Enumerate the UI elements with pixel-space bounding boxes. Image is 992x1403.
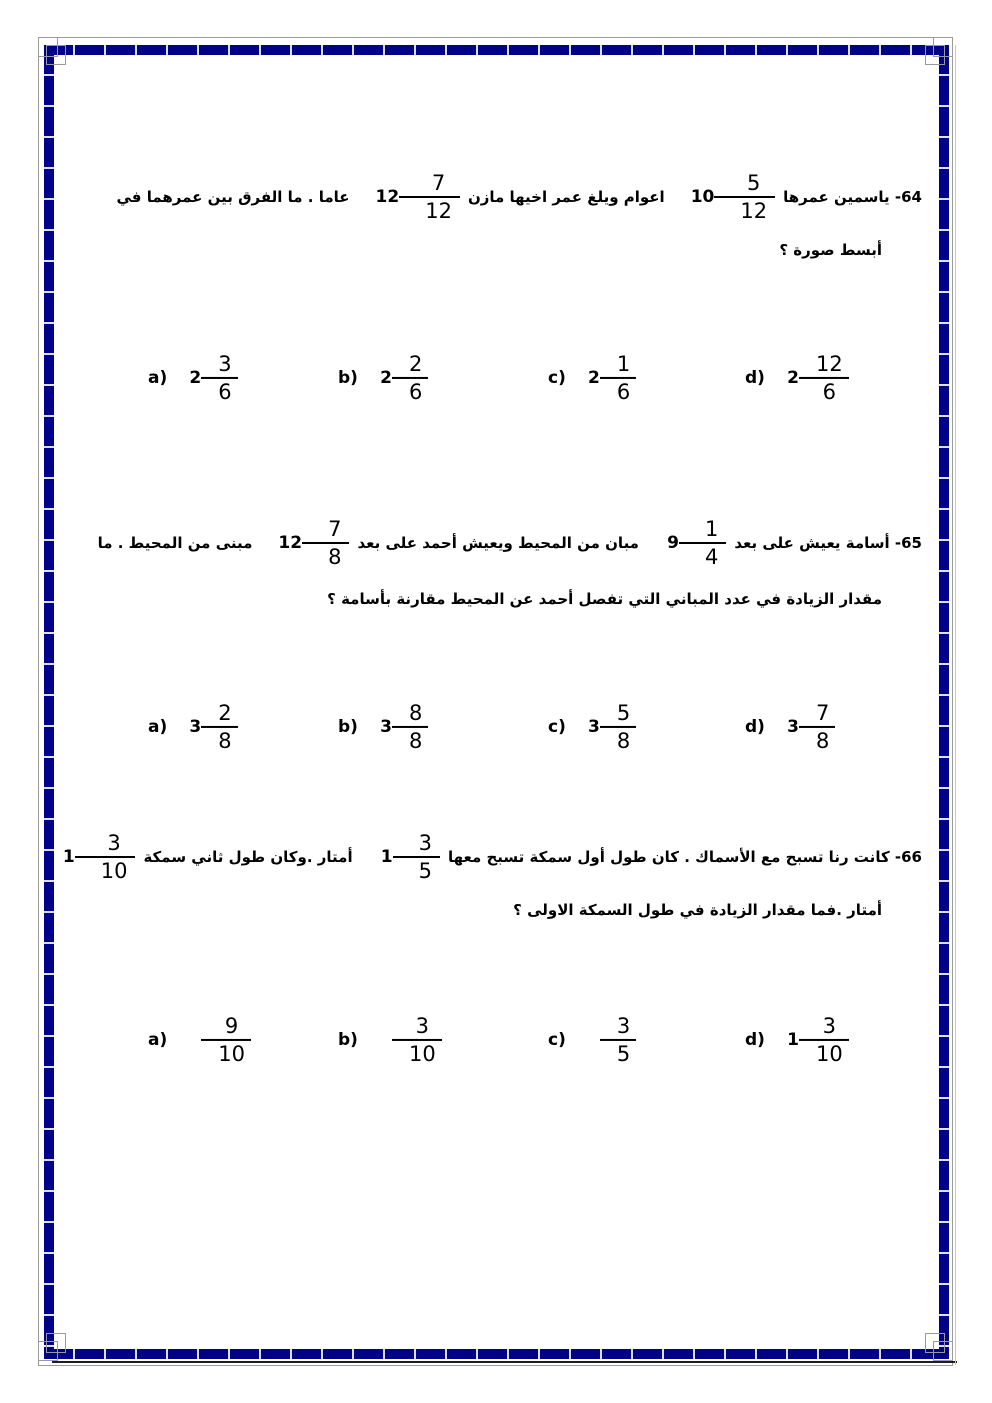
option-64-b — [338, 353, 428, 403]
question-65-mixed-number-2 — [278, 518, 349, 568]
option-whole: 3 — [588, 717, 600, 737]
question-64-text3: عاما . ما الفرق بين عمرهما في — [116, 188, 350, 206]
option-label: d) — [745, 368, 765, 388]
frame-band-top — [44, 45, 949, 55]
fraction — [201, 702, 237, 752]
fraction-denominator: 6 — [616, 380, 631, 404]
fraction-denominator: 8 — [218, 729, 232, 753]
fraction — [399, 172, 460, 222]
fraction-denominator: 6 — [408, 380, 423, 404]
option-65-a — [148, 702, 238, 752]
fraction — [392, 702, 428, 752]
fraction-numerator: 3 — [799, 1015, 849, 1041]
option-64-d — [745, 353, 849, 403]
question-64-line1 — [116, 164, 922, 230]
question-64-mixed-number-1 — [691, 172, 775, 222]
corner-ornament-top-left-inner — [46, 45, 66, 65]
mixed-whole: 12 — [375, 187, 400, 207]
question-65-text3: مبنى من المحيط . ما — [97, 534, 253, 552]
fraction-denominator: 5 — [616, 1042, 631, 1066]
question-66-text2: أمتار .وكان طول ثاني سمكة — [143, 848, 353, 866]
option-64-a — [148, 353, 238, 403]
fraction-numerator: 3 — [201, 353, 237, 379]
option-whole: 2 — [787, 368, 799, 388]
option-whole: 3 — [189, 717, 202, 737]
fraction-denominator: 8 — [408, 729, 423, 753]
question-65-line2: مقدار الزيادة في عدد المباني التي تفصل أحمد عن المحيط مقارنة بأسامة ؟ — [327, 590, 882, 608]
question-66-options — [0, 1007, 992, 1073]
question-65-text1: 65- أسامة يعيش على بعد — [734, 534, 922, 552]
option-whole: 2 — [588, 368, 600, 388]
fraction — [201, 1015, 251, 1065]
fraction-numerator: 12 — [799, 353, 849, 379]
fraction-denominator: 6 — [822, 380, 836, 404]
mixed-whole: 1 — [380, 847, 393, 867]
question-65-line1 — [98, 508, 922, 578]
option-whole: 3 — [787, 717, 799, 737]
option-whole: 3 — [380, 717, 392, 737]
fraction-numerator: 2 — [392, 353, 428, 379]
fraction-denominator: 10 — [815, 1042, 843, 1066]
fraction — [201, 353, 237, 403]
fraction-numerator: 3 — [75, 832, 136, 858]
question-65-text2: مبان من المحيط ويعيش أحمد على بعد — [357, 534, 639, 552]
fraction-numerator: 2 — [201, 702, 237, 728]
option-label: a) — [148, 368, 168, 388]
option-66-a — [148, 1015, 251, 1065]
fraction-denominator: 10 — [408, 1042, 436, 1066]
fraction-denominator: 10 — [100, 859, 128, 883]
fraction — [799, 353, 849, 403]
fraction — [75, 832, 136, 882]
corner-ornament-top-right-inner — [925, 45, 945, 65]
mixed-whole: 9 — [667, 533, 679, 553]
fraction-numerator: 7 — [399, 172, 460, 198]
fraction-numerator: 1 — [679, 518, 726, 544]
fraction — [799, 1015, 849, 1065]
fraction — [600, 702, 636, 752]
fraction-denominator: 12 — [740, 199, 768, 223]
option-label: a) — [148, 717, 168, 737]
option-66-d — [745, 1015, 849, 1065]
fraction-numerator: 3 — [392, 1015, 442, 1041]
fraction — [600, 1015, 636, 1065]
fraction-denominator: 8 — [616, 729, 631, 753]
fraction — [679, 518, 726, 568]
fraction — [392, 353, 428, 403]
option-label: d) — [745, 717, 765, 737]
option-label: d) — [745, 1030, 765, 1050]
option-label: b) — [338, 368, 358, 388]
fraction-numerator: 1 — [600, 353, 636, 379]
fraction-numerator: 3 — [393, 832, 440, 858]
fraction — [714, 172, 775, 222]
mixed-whole: 10 — [690, 187, 715, 207]
fraction — [302, 518, 349, 568]
question-66-mixed-number-1 — [379, 832, 440, 882]
question-64-text2: اعوام ويلغ عمر اخيها مازن — [467, 188, 665, 206]
question-66-line1 — [35, 822, 922, 892]
fraction-numerator: 9 — [201, 1015, 251, 1041]
fraction-denominator: 10 — [218, 1042, 245, 1066]
fraction-denominator: 5 — [418, 859, 432, 883]
corner-ornament-bottom-left-inner — [46, 1333, 66, 1353]
option-label: c) — [548, 717, 566, 737]
mixed-whole: 12 — [278, 533, 303, 553]
fraction-numerator: 7 — [302, 518, 349, 544]
question-64-line2: أبسط صورة ؟ — [779, 241, 882, 259]
question-65-mixed-number-1 — [665, 518, 726, 568]
option-label: c) — [548, 368, 566, 388]
option-65-b — [338, 702, 428, 752]
frame-bottom-shadow — [52, 1361, 957, 1363]
fraction — [600, 353, 636, 403]
option-66-c — [548, 1015, 636, 1065]
question-65-options — [0, 694, 992, 760]
fraction-numerator: 7 — [799, 702, 835, 728]
fraction-denominator: 8 — [328, 545, 342, 569]
corner-ornament-bottom-right-inner — [925, 1333, 945, 1353]
option-label: b) — [338, 1030, 358, 1050]
fraction-numerator: 3 — [600, 1015, 636, 1041]
question-64-mixed-number-2 — [376, 172, 460, 222]
option-64-c — [548, 353, 636, 403]
fraction-numerator: 8 — [392, 702, 428, 728]
question-66-line2: أمتار .فما مقدار الزيادة في طول السمكة الاولى ؟ — [513, 901, 882, 919]
option-whole: 2 — [189, 368, 202, 388]
option-whole: 1 — [787, 1030, 799, 1050]
option-whole: 2 — [380, 368, 392, 388]
fraction-denominator: 6 — [218, 380, 232, 404]
fraction — [799, 702, 835, 752]
option-66-b — [338, 1015, 442, 1065]
question-66-text1: 66- كانت رنا تسبح مع الأسماك . كان طول أول سمكة تسبح معها — [447, 848, 922, 866]
question-64-text1: 64- ياسمين عمرها — [783, 188, 922, 206]
option-65-c — [548, 702, 636, 752]
option-label: b) — [338, 717, 358, 737]
question-64-options — [0, 345, 992, 411]
option-label: a) — [148, 1030, 168, 1050]
frame-band-bottom — [44, 1349, 949, 1359]
fraction-denominator: 4 — [704, 545, 719, 569]
fraction-numerator: 5 — [600, 702, 636, 728]
fraction — [393, 832, 440, 882]
option-65-d — [745, 702, 835, 752]
option-label: c) — [548, 1030, 566, 1050]
fraction — [392, 1015, 442, 1065]
fraction-denominator: 12 — [425, 199, 452, 223]
fraction-denominator: 8 — [815, 729, 830, 753]
fraction-numerator: 5 — [714, 172, 775, 198]
mixed-whole: 1 — [62, 847, 75, 867]
question-66-mixed-number-2 — [61, 832, 136, 882]
